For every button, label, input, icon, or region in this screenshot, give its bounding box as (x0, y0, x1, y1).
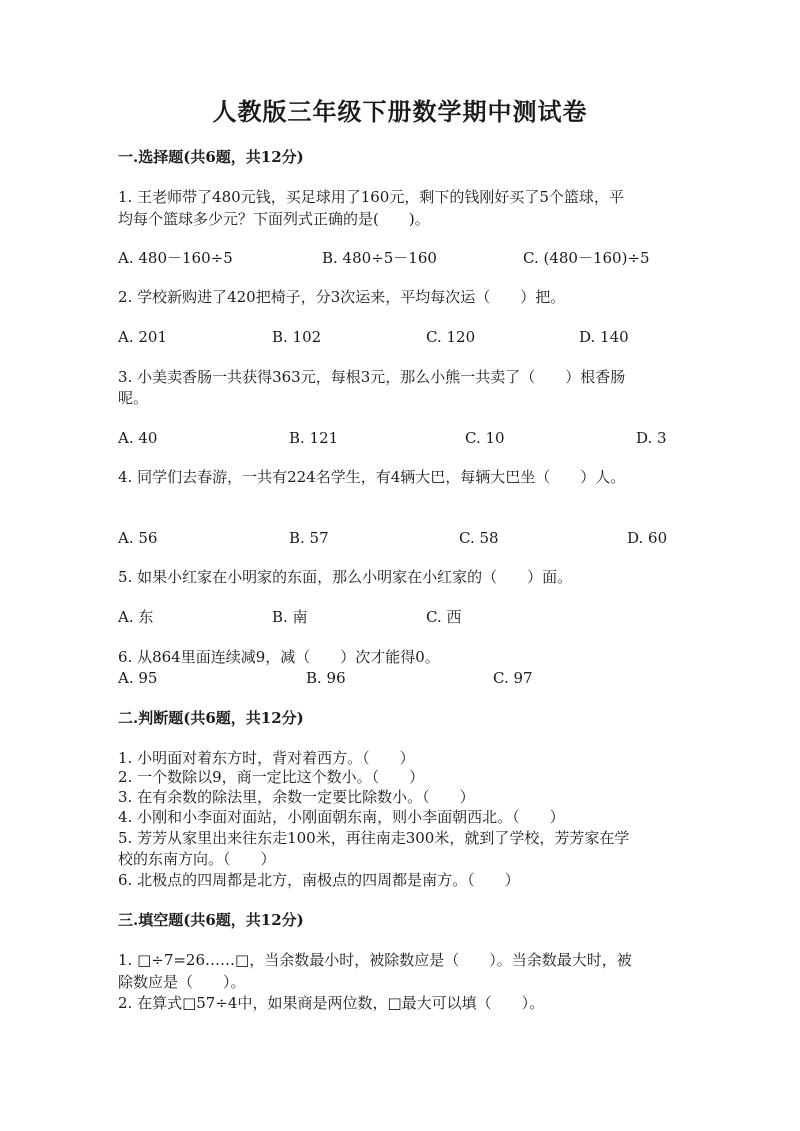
question-2-line-1: 2. 学校新购进了420把椅子，分3次运来，平均每次运（ ）把。 (118, 288, 566, 306)
question-5-line-1: 5. 如果小红家在小明家的东面，那么小明家在小红家的（ ）面。 (118, 568, 573, 586)
section-choice-heading: 一.选择题(共6题，共12分) (118, 148, 304, 166)
question-1-option-b: B. 480÷5－160 (322, 249, 437, 267)
question-5-option-c: C. 西 (426, 608, 462, 626)
page-title: 人教版三年级下册数学期中测试卷 (212, 97, 588, 126)
question-3-option-b: B. 121 (289, 429, 339, 447)
judgement-line: 校的东南方向。（ ） (118, 850, 276, 868)
section-judgement-heading: 二.判断题(共6题，共12分) (118, 709, 304, 727)
question-4-option-d: D. 60 (627, 529, 668, 547)
question-3-option-c: C. 10 (465, 429, 505, 447)
judgement-line: 4. 小刚和小李面对面站，小刚面朝东南，则小李面朝西北。（ ） (118, 808, 565, 826)
fill-blank-line: 除数应是（ ）。 (118, 973, 246, 991)
question-1-line-1: 1. 王老师带了480元钱，买足球用了160元，剩下的钱刚好买了5个篮球，平 (118, 188, 624, 206)
question-4-line-1: 4. 同学们去春游，一共有224名学生，有4辆大巴，每辆大巴坐（ ）人。 (118, 468, 626, 486)
judgement-line: 2. 一个数除以9，商一定比这个数小。（ ） (118, 768, 425, 786)
fill-blank-line: 1. □÷7=26……□，当余数最小时，被除数应是（ ）。当余数最大时，被 (118, 951, 632, 969)
question-3-option-a: A. 40 (118, 429, 158, 447)
question-1-line-2: 均每个篮球多少元？下面列式正确的是( )。 (118, 210, 430, 228)
question-6-option-c: C. 97 (493, 669, 533, 687)
section-fill-blank-heading: 三.填空题(共6题，共12分) (118, 911, 304, 929)
question-6-option-a: A. 95 (118, 669, 158, 687)
question-5-option-b: B. 南 (272, 608, 308, 626)
question-1-option-a: A. 480－160÷5 (118, 249, 233, 267)
question-2-option-b: B. 102 (272, 328, 322, 346)
question-1-option-c: C. (480－160)÷5 (523, 249, 650, 267)
question-3-option-d: D. 3 (636, 429, 667, 447)
judgement-line: 1. 小明面对着东方时，背对着西方。（ ） (118, 749, 415, 767)
judgement-line: 5. 芳芳从家里出来往东走100米，再往南走300米，就到了学校，芳芳家在学 (118, 829, 630, 847)
fill-blank-line: 2. 在算式□57÷4中，如果商是两位数，□最大可以填（ ）。 (118, 994, 545, 1012)
question-4-option-b: B. 57 (289, 529, 329, 547)
question-3-line-2: 呢。 (118, 389, 149, 407)
question-6-line-1: 6. 从864里面连续减9，减（ ）次才能得0。 (118, 648, 440, 666)
question-4-option-c: C. 58 (459, 529, 499, 547)
question-2-option-a: A. 201 (118, 328, 167, 346)
question-5-option-a: A. 东 (118, 608, 154, 626)
question-2-option-c: C. 120 (426, 328, 476, 346)
judgement-line: 3. 在有余数的除法里，余数一定要比除数小。（ ） (118, 788, 475, 806)
question-4-option-a: A. 56 (118, 529, 158, 547)
question-6-option-b: B. 96 (306, 669, 346, 687)
question-3-line-1: 3. 小美卖香肠一共获得363元，每根3元，那么小熊一共卖了（ ）根香肠 (118, 368, 626, 386)
question-2-option-d: D. 140 (579, 328, 629, 346)
judgement-line: 6. 北极点的四周都是北方，南极点的四周都是南方。（ ） (118, 871, 520, 889)
